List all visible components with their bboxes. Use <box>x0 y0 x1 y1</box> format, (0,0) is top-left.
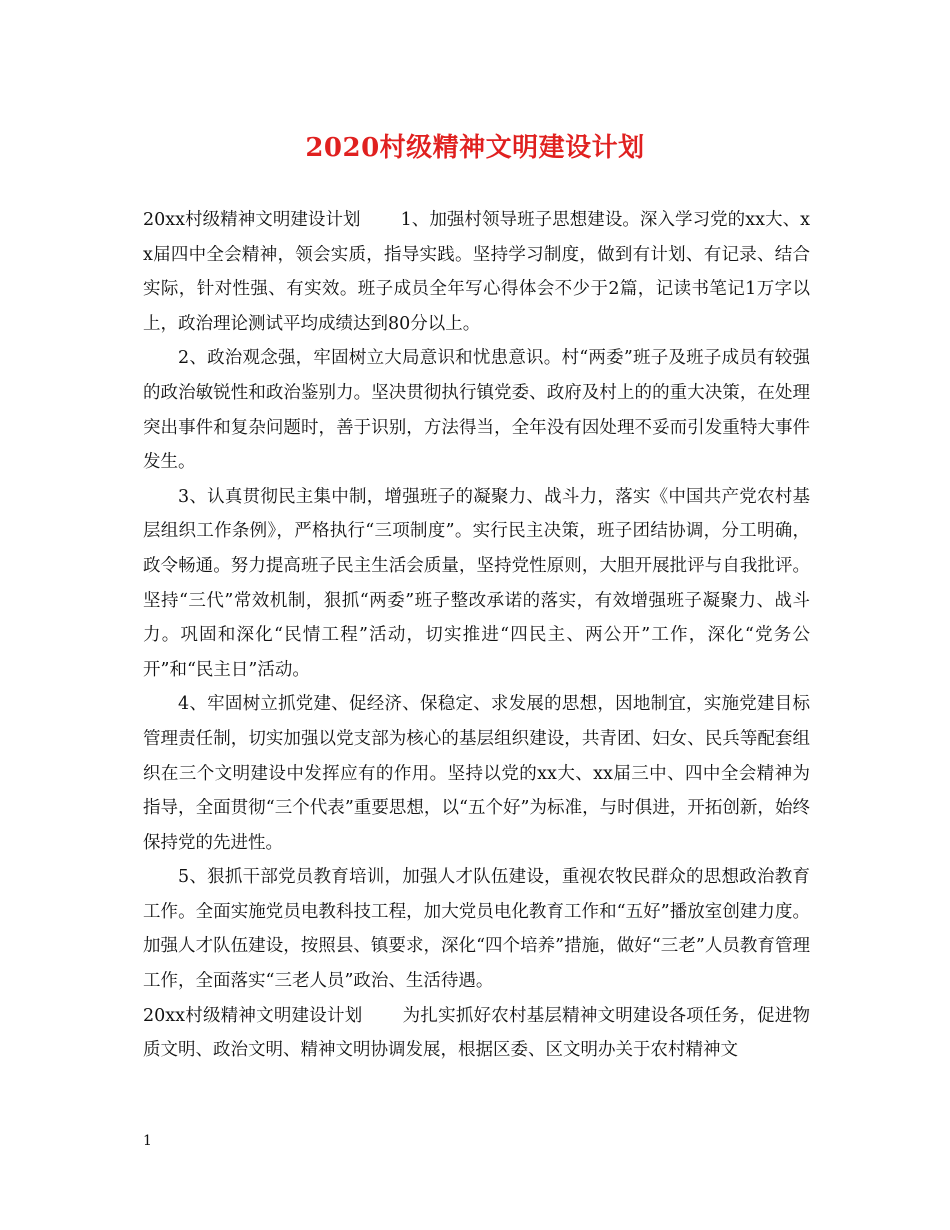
paragraph-text: 3、认真贯彻民主集中制，增强班子的凝聚力、战斗力，落实《中国共产党农村基层组织工作条例》，严格执行“三项制度”。实行民主决策，班子团结协调，分工明确，政令畅通。努力提高班子民主生活会质量，坚持党性原则，大胆开展批评与自我批评。坚持“三代”常效机制，狠抓“两委”班子整改承诺的落实，有效增强班子凝聚力、战斗力。巩固和深化“民情工程”活动，切实推进“四民主、两公开”工作，深化“党务公开”和“民主日”活动。 <box>143 486 810 680</box>
paragraph-text: 为扎实抓好农村基层精神文明建设各项任务，促进物质文明、政治文明、精神文明协调发展，根据区委、区文明办关于农村精神文 <box>143 1005 810 1061</box>
paragraph-lead: 20xx村级精神文明建设计划 <box>143 1005 363 1026</box>
paragraph-text: 2、政治观念强，牢固树立大局意识和忧患意识。村“两委”班子及班子成员有较强的政治敏锐性和政治鉴别力。坚决贯彻执行镇党委、政府及村上的的重大决策，在处理突出事件和复杂问题时，善于识别，方法得当，全年没有因处理不妥而引发重特大事件发生。 <box>143 348 810 473</box>
paragraph-text: 5、狠抓干部党员教育培训，加强人才队伍建设，重视农牧民群众的思想政治教育工作。全面实施党员电教科技工程，加大党员电化教育工作和“五好”播放室创建力度。加强人才队伍建设，按照县、镇要求，深化“四个培养”措施，做好“三老”人员教育管理工作，全面落实“三老人员”政治、生活待遇。 <box>143 867 810 992</box>
paragraph-5 <box>143 860 810 998</box>
document-title: 2020村级精神文明建设计划 <box>305 133 645 163</box>
paragraph-text: 4、牢固树立抓党建、促经济、保稳定、求发展的思想，因地制宜，实施党建目标管理责任制，切实加强以党支部为核心的基层组织建设，共青团、妇女、民兵等配套组织在三个文明建设中发挥应有的作用。坚持以党的xx大、xx届三中、四中全会精神为指导，全面贯彻“三个代表”重要思想，以“五个好”为标准，与时俱进，开拓创新，始终保持党的先进性。 <box>143 694 810 853</box>
paragraph-1 <box>143 203 810 341</box>
paragraph-text: 1、加强村领导班子思想建设。深入学习党的xx大、xx届四中全会精神，领会实质，指导实践。坚持学习制度，做到有计划、有记录、结合实际，针对性强、有实效。班子成员全年写心得体会不少于2篇，记读书笔记1万字以上，政治理论测试平均成绩达到80分以上。 <box>143 210 810 334</box>
paragraph-6 <box>143 999 810 1068</box>
paragraph-2 <box>143 341 810 479</box>
paragraph-3 <box>143 480 810 688</box>
paragraph-4 <box>143 687 810 860</box>
paragraph-lead: 20xx村级精神文明建设计划 <box>143 210 361 230</box>
document-body <box>143 203 810 1068</box>
page-number: 1 <box>143 1133 152 1149</box>
